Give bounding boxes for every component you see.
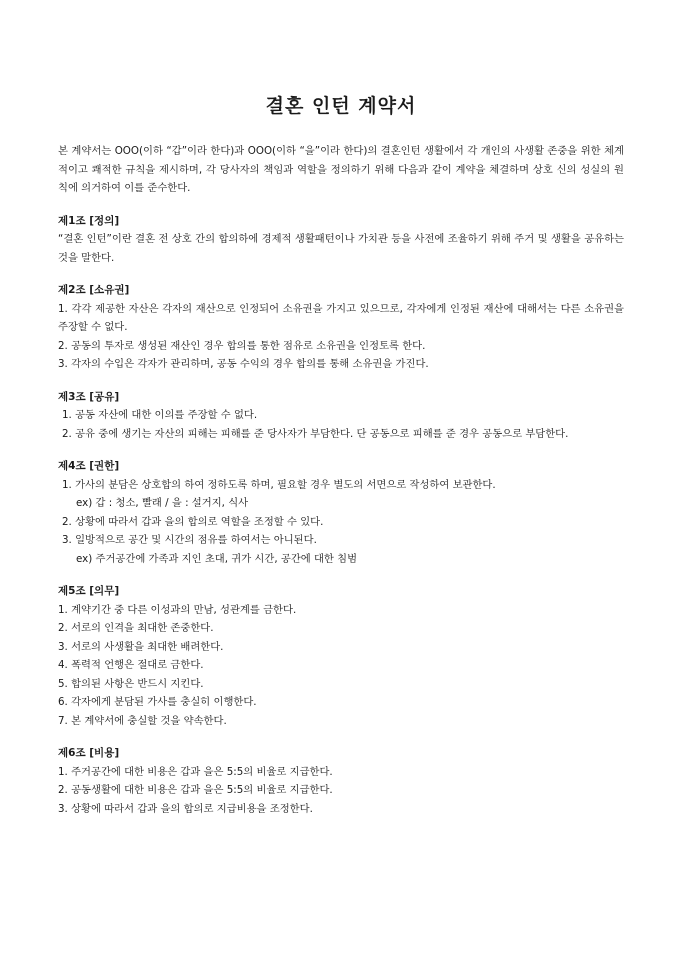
article-line: 3. 상황에 따라서 갑과 을의 합의로 지급비용을 조정한다. (58, 802, 313, 815)
example-line: ex) 갑 : 청소, 빨래 / 을 : 설거지, 식사 (76, 497, 249, 509)
article-line: 2. 공동생활에 대한 비용은 갑과 을은 5:5의 비율로 지급한다. (58, 784, 333, 796)
article-line: 5. 합의된 사항은 반드시 지킨다. (58, 677, 204, 690)
article-title: 제1조 [정의] (58, 214, 120, 227)
article-line: 2. 공유 중에 생기는 자산의 피해는 피해를 준 당사자가 부담한다. 단 공동으로 피해를 준 경우 공동으로 부담한다. (62, 427, 569, 440)
article-title: 제6조 [비용] (58, 747, 120, 759)
article-line: 1. 가사의 분담은 상호합의 하여 정하도록 하며, 필요할 경우 별도의 서면으로 작성하여 보관한다. (62, 478, 496, 491)
article-title: 제5조 [의무] (58, 585, 120, 597)
article-line: 3. 서로의 사생활을 최대한 배려한다. (58, 640, 224, 653)
article-line: 1. 계약기간 중 다른 이성과의 만남, 성관계를 금한다. (58, 603, 297, 616)
article-line: 2. 서로의 인격을 최대한 존중한다. (58, 622, 214, 634)
article-5 (58, 582, 624, 730)
document-title: 결혼 인턴 계약서 (265, 95, 417, 117)
intro-paragraph: 본 계약서는 OOO(이하 “갑”이라 한다)과 OOO(이하 “을”이라 한다)의 결혼인턴 생활에서 각 개인의 사생활 존중을 위한 체계적이고 쾌적한 규칙을 제시하며, 각 당사자의 책임과 역할을 정의하기 위해 다음과 같이 계약을 체결하며 상호 신의 성실의 원칙에 의거하여 이를 준수한다. (58, 145, 624, 194)
article-line: 1. 주거공간에 대한 비용은 갑과 을은 5:5의 비율로 지급한다. (58, 765, 333, 778)
article-line: 4. 폭력적 언행은 절대로 금한다. (58, 659, 204, 671)
article-line: 3. 일방적으로 공간 및 시간의 점유를 하여서는 아니된다. (62, 534, 317, 546)
article-1 (58, 212, 624, 268)
article-title: 제2조 [소유권] (58, 284, 130, 296)
article-6 (58, 744, 624, 818)
article-2 (58, 281, 624, 374)
article-line: 2. 상황에 따라서 갑과 을의 합의로 역할을 조정할 수 있다. (62, 515, 324, 528)
article-line: 2. 공동의 투자로 생성된 재산인 경우 합의를 통한 점유로 소유권을 인정토록 한다. (58, 339, 426, 352)
article-line: “결혼 인턴”이란 결혼 전 상호 간의 합의하에 경제적 생활패턴이나 가치관 등을 사전에 조율하기 위해 주거 및 생활을 공유하는 것을 말한다. (58, 233, 624, 264)
article-line: 7. 본 계약서에 충실할 것을 약속한다. (58, 714, 227, 727)
example-line: ex) 주거공간에 가족과 지인 초대, 귀가 시간, 공간에 대한 침범 (76, 552, 358, 565)
article-4 (58, 457, 624, 568)
article-line: 1. 공동 자산에 대한 이의를 주장할 수 없다. (62, 409, 258, 421)
article-3 (58, 388, 624, 444)
article-line: 6. 각자에게 분담된 가사를 충실히 이행한다. (58, 696, 257, 708)
contract-page (58, 0, 624, 818)
article-line: 3. 각자의 수입은 각자가 관리하며, 공동 수익의 경우 합의를 통해 소유권을 가진다. (58, 358, 429, 370)
article-line: 1. 각각 제공한 자산은 각자의 재산으로 인정되어 소유권을 가지고 있으므로, 각자에게 인정된 재산에 대해서는 다른 소유권을 주장할 수 없다. (58, 302, 624, 333)
article-title: 제4조 [권한] (58, 460, 120, 472)
article-title: 제3조 [공유] (58, 390, 120, 403)
